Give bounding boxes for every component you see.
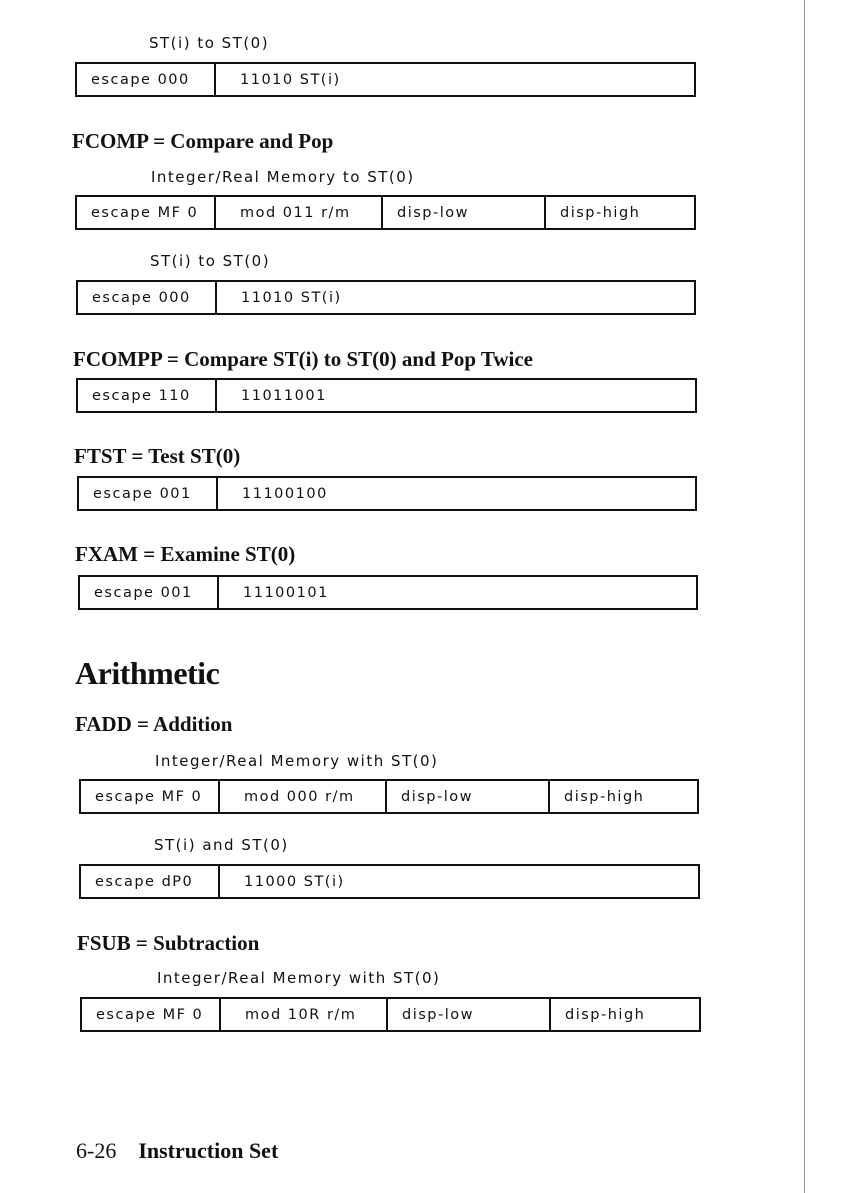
field-escape: escape MF 0 [91,204,199,221]
field-opcode: 11010 ST(i) [215,282,694,313]
field-escape: escape 001 [94,584,193,601]
heading-fcompp: FCOMPP = Compare ST(i) to ST(0) and Pop Twice [73,347,533,371]
encoding-box [75,62,696,97]
subtitle-fcomp-st: ST(i) to ST(0) [150,252,271,270]
subtitle-fsub-memory: Integer/Real Memory with ST(0) [157,969,441,987]
encoding-box [77,476,697,511]
field-escape: escape 001 [93,485,192,502]
encoding-box [79,779,699,814]
encoding-box [76,378,697,413]
field-opcode: 11010 ST(i) [214,64,694,95]
margin-rule [804,0,805,1193]
field-disp-low: disp-low [385,781,548,812]
field-escape: escape 000 [91,71,190,88]
field-mod: mod 000 r/m [218,781,385,812]
encoding-box [79,864,700,899]
heading-fxam: FXAM = Examine ST(0) [75,542,296,566]
field-opcode: 11100100 [216,478,695,509]
field-disp-low: disp-low [381,197,544,228]
encoding-box [75,195,696,230]
subtitle-fadd-memory: Integer/Real Memory with ST(0) [155,752,439,770]
heading-fcomp: FCOMP = Compare and Pop [72,129,334,153]
heading-ftst: FTST = Test ST(0) [74,444,241,468]
page-footer [76,1138,278,1164]
field-opcode: 11000 ST(i) [218,866,698,897]
heading-fsub: FSUB = Subtraction [77,931,260,955]
page-number: 6-26 [76,1138,117,1163]
encoding-box [80,997,701,1032]
field-escape: escape MF 0 [95,788,203,805]
field-opcode: 11100101 [217,577,696,608]
field-escape: escape MF 0 [96,1006,204,1023]
subtitle-fadd-st: ST(i) and ST(0) [154,836,289,854]
encoding-box [76,280,696,315]
field-escape: escape dP0 [95,873,194,890]
field-disp-high: disp-high [549,999,699,1030]
subtitle-st-to-st0: ST(i) to ST(0) [149,34,270,52]
field-opcode: 11011001 [215,380,695,411]
field-escape: escape 110 [92,387,191,404]
encoding-box [78,575,698,610]
field-mod: mod 011 r/m [214,197,381,228]
field-escape: escape 000 [92,289,191,306]
subtitle-fcomp-memory: Integer/Real Memory to ST(0) [151,168,415,186]
footer-title: Instruction Set [138,1138,279,1163]
section-title-arithmetic: Arithmetic [75,655,220,691]
field-disp-low: disp-low [386,999,549,1030]
field-disp-high: disp-high [548,781,697,812]
field-mod: mod 10R r/m [219,999,386,1030]
field-disp-high: disp-high [544,197,694,228]
heading-fadd: FADD = Addition [75,712,233,736]
